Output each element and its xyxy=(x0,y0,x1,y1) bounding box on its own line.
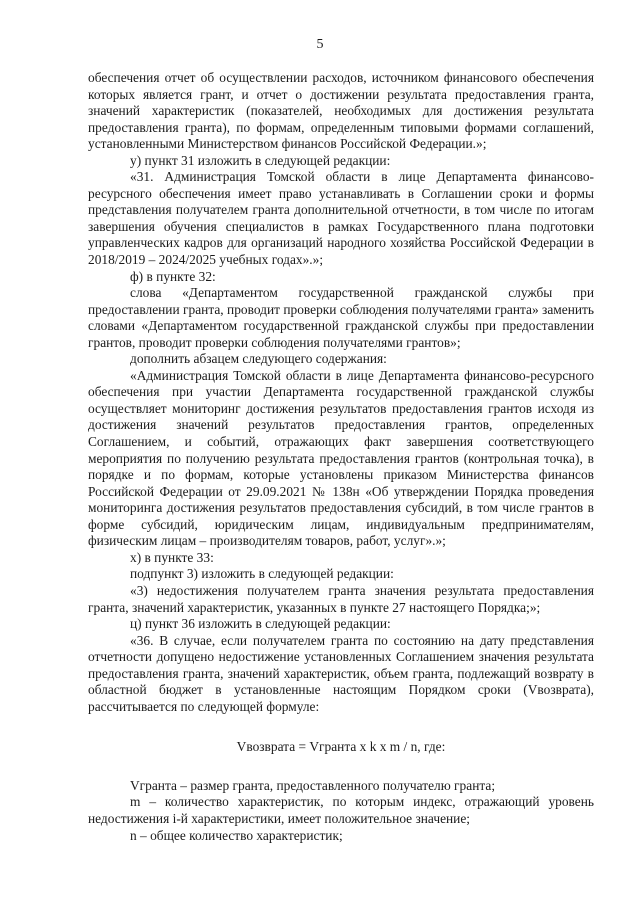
paragraph: Vгранта – размер гранта, предоставленного получателю гранта; xyxy=(130,777,496,793)
paragraph: обеспечения отчет об осуществлении расходов, источником финансового обеспечения которых является грант, и отчет о достижении результата предоставления гранта, значений характеристик (показателей, необходимых для достижения результата предоставления гранта), по формам, определенным типовыми формами соглашений, установленными Министерством финансов Российской Федерации.»; xyxy=(88,70,594,152)
paragraph: «3) недостижения получателем гранта значения результата предоставления гранта, значений характеристик, указанных в пункте 27 настоящего Порядка;»; xyxy=(88,582,594,615)
paragraph: n – общее количество характеристик; xyxy=(130,827,343,843)
paragraph: у) пункт 31 изложить в следующей редакции: xyxy=(130,152,391,168)
paragraph: слова «Департаментом государственной гражданской службы при предоставлении гранта, проводит проверки соблюдения получателями гранта» заменить словами «Департаментом государственной гражданской службы при предоставлении грантов, проводит проверки соблюдения получателями грантов»; xyxy=(88,285,594,350)
paragraph: «36. В случае, если получателем гранта по состоянию на дату представления отчетности допущено недостижение установленных Соглашением значения результата предоставления гранта, значений характеристик, объем гранта, подлежащий возврату в областной бюджет в установленные настоящим Порядком сроки (Vвозврата), рассчитывается по следующей формуле: xyxy=(88,632,594,714)
document-body xyxy=(88,70,594,844)
formula: Vвозврата = Vгранта x k x m / n, где: xyxy=(236,739,446,755)
paragraph: ф) в пункте 32: xyxy=(130,268,216,284)
paragraph: х) в пункте 33: xyxy=(130,549,214,565)
paragraph: подпункт 3) изложить в следующей редакции: xyxy=(130,566,394,582)
paragraph: m – количество характеристик, по которым индекс, отражающий уровень недостижения i-й характеристики, имеет положительное значение; xyxy=(88,794,594,826)
paragraph: «31. Администрация Томской области в лице Департамента финансово-ресурсного обеспечения имеет право устанавливать в Соглашении сроки и формы представления получателем гранта дополнительной отчетности, в том числе по итогам завершения обучения специалистов в рамках Государственного плана подготовки управленческих кадров для организаций народного хозяйства Российской Федерации в 2018/2019 – 2024/2025 учебных годах».»; xyxy=(88,169,594,268)
paragraph: ц) пункт 36 изложить в следующей редакции: xyxy=(130,616,391,632)
page-number: 5 xyxy=(316,37,324,52)
paragraph: дополнить абзацем следующего содержания: xyxy=(130,351,387,367)
paragraph: «Администрация Томской области в лице Департамента финансово-ресурсного обеспечения при участии Департамента государственной гражданской службы осуществляет мониторинг достижения результатов предоставления грантов исходя из достижения значений результатов предоставления грантов, определенных Соглашением, и событий, отражающих факт завершения соответствующего мероприятия по получению результата предоставления грантов (контрольная точка), в порядке и по формам, которые установлены приказом Министерства финансов Российской Федерации от 29.09.2021 № 138н «Об утверждении Порядка проведения мониторинга достижения результатов предоставления субсидий, в том числе грантов в форме субсидий, юридическим лицам, индивидуальным предпринимателям, физическим лицам – производителям товаров, работ, услуг».»; xyxy=(88,367,594,549)
